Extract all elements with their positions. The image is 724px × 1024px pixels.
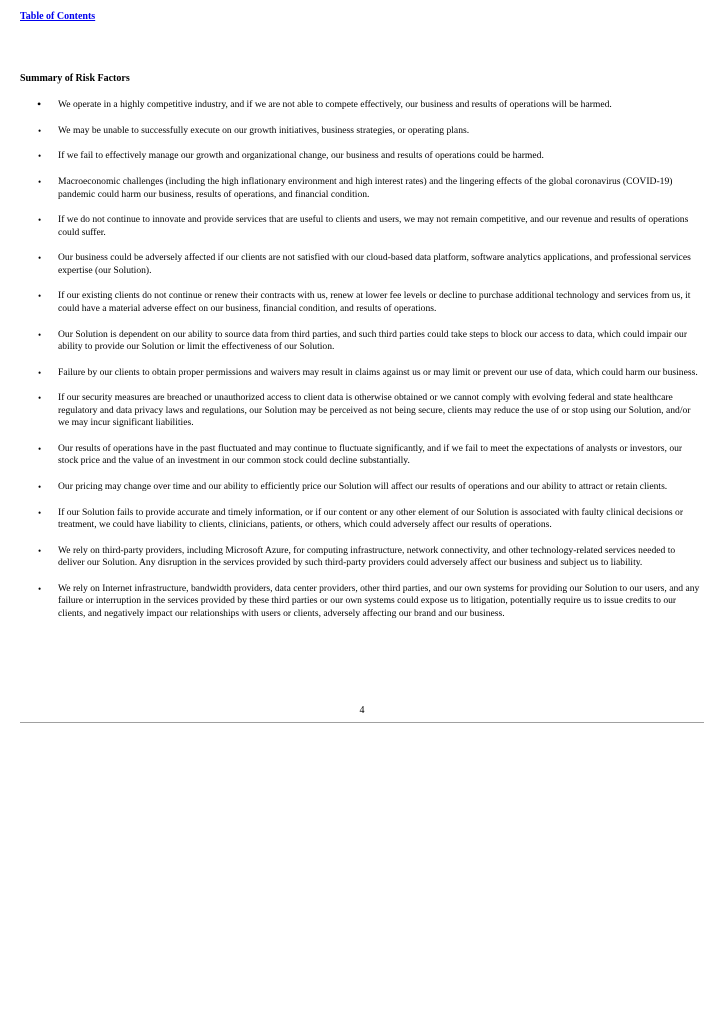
- risk-factor-item: [0, 290, 724, 315]
- page-number: 4: [359, 705, 365, 716]
- risk-factor-text: Failure by our clients to obtain proper permissions and waivers may result in claims against us or may limit or prevent our use of data, which could harm our business.: [58, 366, 698, 378]
- bullet-icon: •: [38, 253, 42, 264]
- risk-factor-item: [0, 214, 724, 239]
- risk-factor-item: [0, 176, 724, 201]
- bullet-icon: •: [37, 97, 42, 111]
- bullet-icon: •: [38, 291, 42, 302]
- risk-factor-item: [0, 583, 724, 620]
- risk-factor-text: Our Solution is dependent on our ability to source data from third parties, and such third parties could take steps to block our access to data, which could impair our ability to provide our Solution or limit the effectiveness of our Solution.: [58, 328, 688, 352]
- bullet-icon: •: [38, 507, 42, 518]
- bullet-icon: •: [38, 329, 42, 340]
- risk-factor-item: [0, 329, 724, 354]
- bullet-icon: •: [38, 151, 42, 162]
- bullet-icon: •: [38, 177, 42, 188]
- risk-factor-item: [0, 481, 724, 493]
- page-divider: [20, 722, 704, 723]
- bullet-icon: •: [38, 215, 42, 226]
- bullet-icon: •: [38, 583, 42, 594]
- risk-factor-text: If we do not continue to innovate and provide services that are useful to clients and users, we may not remain competitive, and our revenue and results of operations could suffer.: [58, 214, 689, 238]
- risk-factor-text: If our Solution fails to provide accurate and timely information, or if our content or any other element of our Solution is associated with faulty clinical decisions or treatment, we could have liability to clients, clinicians, patients, or others, which could adversely affect our results of operations.: [58, 506, 684, 531]
- risk-factor-text: Our results of operations have in the past fluctuated and may continue to fluctuate significantly, and if we fail to meet the expectations of analysts or investors, our stock price and the value of an investment in our common stock could decline substantially.: [58, 442, 683, 467]
- risk-factor-text: If our security measures are breached or unauthorized access to client data is otherwise obtained or we cannot comply with evolving federal and state healthcare regulatory and data privacy laws and regulations, our Solution may be perceived as not being secure, clients may reduce the use of or stop using our Solution, and/or we may incur significant liabilities.: [58, 392, 691, 429]
- bullet-icon: •: [38, 545, 42, 556]
- risk-factor-text: We rely on third-party providers, including Microsoft Azure, for computing infrastructure, network connectivity, and other technology-related services needed to deliver our Solution. Any disruption in the services provided by such third-party providers could adversely affect our business and subject us to liability.: [58, 544, 676, 569]
- risk-factor-item: [0, 545, 724, 570]
- risk-factor-list: [0, 99, 724, 633]
- risk-factor-item: [0, 507, 724, 532]
- risk-factor-text: We rely on Internet infrastructure, bandwidth providers, data center providers, other third parties, and our own systems for providing our Solution to our users, and any failure or interruption in the services provided by these third parties or our own systems could expose us to litigation, potentially require us to issue credits to our clients, and negatively impact our relationships with users or clients, adversely affecting our brand and our business.: [58, 582, 700, 619]
- risk-factor-text: If we fail to effectively manage our growth and organizational change, our business and results of operations could be harmed.: [58, 150, 544, 162]
- risk-factor-text: Our pricing may change over time and our ability to efficiently price our Solution will affect our results of operations and our ability to attract or retain clients.: [58, 480, 668, 492]
- risk-factor-item: [0, 150, 724, 162]
- risk-factor-text: We operate in a highly competitive industry, and if we are not able to compete effectively, our business and results of operations will be harmed.: [58, 99, 612, 110]
- risk-factor-item: [0, 392, 724, 429]
- bullet-icon: •: [38, 443, 42, 454]
- risk-factor-item: [0, 367, 724, 379]
- bullet-icon: •: [38, 481, 42, 492]
- risk-factor-item: [0, 252, 724, 277]
- section-title: Summary of Risk Factors: [20, 73, 130, 84]
- risk-factor-text: If our existing clients do not continue or renew their contracts with us, renew at lower fee levels or decline to purchase additional technology and services from us, it could have a material adverse effect on our business, financial condition, and results of operations.: [58, 290, 691, 314]
- risk-factor-item: [0, 443, 724, 468]
- bullet-icon: •: [38, 393, 42, 404]
- risk-factor-item: [0, 99, 724, 111]
- table-of-contents-link[interactable]: Table of Contents: [20, 11, 96, 22]
- bullet-icon: •: [38, 125, 42, 136]
- risk-factor-item: [0, 125, 724, 137]
- risk-factor-text: Macroeconomic challenges (including the high inflationary environment and high interest rates) and the lingering effects of the global coronavirus (COVID-19) pandemic could harm our business, results of operations, and financial condition.: [58, 176, 673, 200]
- bullet-icon: •: [38, 367, 42, 378]
- risk-factor-text: Our business could be adversely affected if our clients are not satisfied with our cloud-based data platform, software analytics applications, and professional services expertise (our Solution).: [58, 252, 691, 276]
- risk-factor-text: We may be unable to successfully execute on our growth initiatives, business strategies, or operating plans.: [58, 124, 470, 136]
